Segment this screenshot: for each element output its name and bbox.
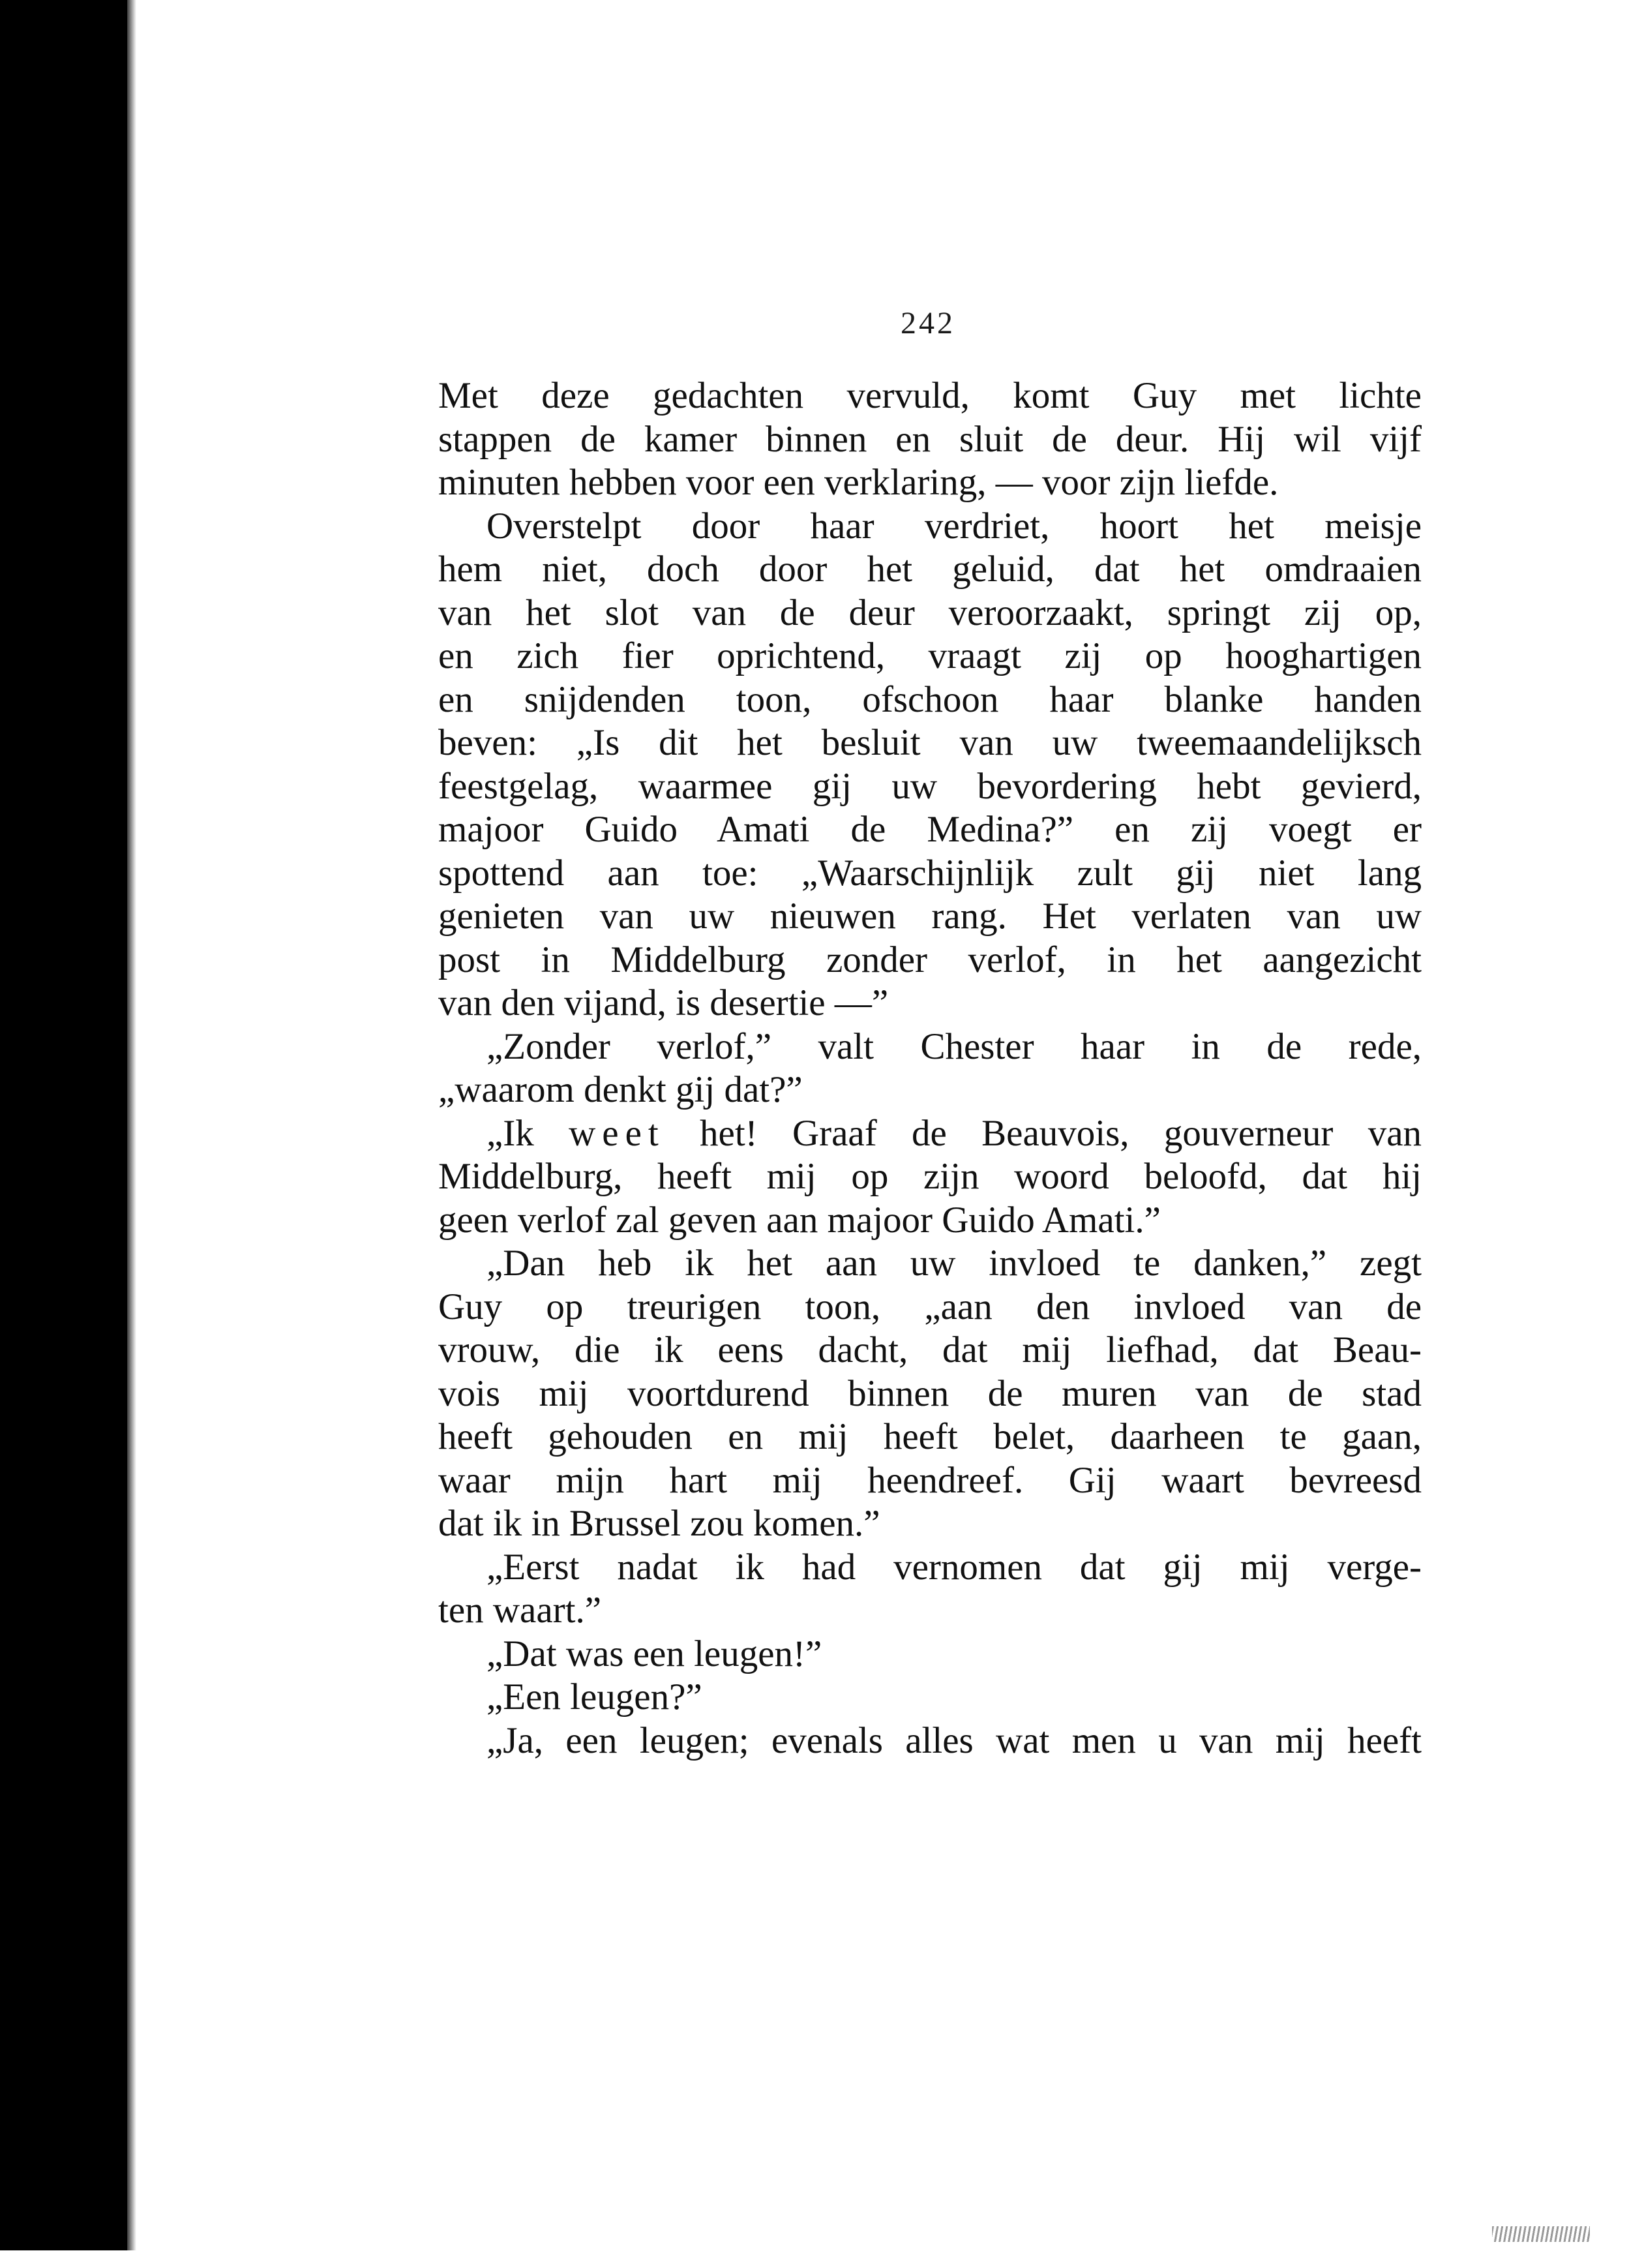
text-line: vois mij voortdurend binnen de muren van de stad bbox=[438, 1372, 1422, 1414]
text-line: „Dat was een leugen!” bbox=[486, 1633, 822, 1674]
body-text bbox=[438, 374, 1422, 1762]
text-line: post in Middelburg zonder verlof, in het aangezicht bbox=[438, 939, 1422, 980]
paragraph bbox=[438, 1025, 1422, 1112]
text-line: „Zonder verlof,” valt Chester haar in de rede, bbox=[486, 1025, 1422, 1067]
text-line: Met deze gedachten vervuld, komt Guy met lichte bbox=[438, 375, 1422, 416]
paragraph bbox=[438, 1676, 1422, 1719]
text-line: en snijdenden toon, ofschoon haar blanke handen bbox=[438, 678, 1422, 720]
text-line: spottend aan toe: „Waarschijnlijk zult gij niet lang bbox=[438, 852, 1422, 894]
text-line: van den vijand, is desertie —” bbox=[438, 982, 889, 1023]
text-line: van het slot van de deur veroorzaakt, springt zij op, bbox=[438, 592, 1422, 633]
paragraph bbox=[438, 1546, 1422, 1633]
paragraph bbox=[438, 1242, 1422, 1546]
text-line: „Ja, een leugen; evenals alles wat men u van mij heeft bbox=[486, 1719, 1422, 1761]
text-line: „Een leugen?” bbox=[486, 1676, 702, 1717]
text-line: „Dan heb ik het aan uw invloed te danken,” zegt bbox=[486, 1243, 1422, 1284]
scan-smudge bbox=[1492, 2226, 1590, 2242]
text-line: Middelburg, heeft mij op zijn woord beloofd, dat hij bbox=[438, 1156, 1422, 1197]
text-line: waar mijn hart mij heendreef. Gij waart bevreesd bbox=[438, 1459, 1422, 1501]
binding-edge-shadow bbox=[127, 0, 136, 2250]
text-line: Guy op treurigen toon, „aan den invloed van de bbox=[438, 1286, 1422, 1327]
text-line: majoor Guido Amati de Medina?” en zij voegt er bbox=[438, 809, 1422, 850]
emphasized-word: weet bbox=[569, 1112, 665, 1154]
text-line bbox=[438, 1112, 1422, 1156]
text-line: heeft gehouden en mij heeft belet, daarheen te gaan, bbox=[438, 1416, 1422, 1457]
text-line: beven: „Is dit het besluit van uw tweemaandelijksch bbox=[438, 722, 1422, 763]
text-fragment: het! Graaf de Beauvois, gouverneur van bbox=[665, 1112, 1422, 1154]
paragraph bbox=[438, 1719, 1422, 1763]
text-line: vrouw, die ik eens dacht, dat mij liefhad, dat Beau- bbox=[438, 1329, 1422, 1370]
text-line: hem niet, doch door het geluid, dat het omdraaien bbox=[438, 549, 1422, 590]
paragraph bbox=[438, 1633, 1422, 1676]
text-line: „waarom denkt gij dat?” bbox=[438, 1069, 803, 1110]
binding-edge bbox=[0, 0, 127, 2250]
text-line: feestgelag, waarmee gij uw bevordering hebt gevierd, bbox=[438, 765, 1422, 807]
text-line: genieten van uw nieuwen rang. Het verlaten van uw bbox=[438, 896, 1422, 937]
text-line: Overstelpt door haar verdriet, hoort het meisje bbox=[486, 505, 1422, 547]
paragraph bbox=[438, 1112, 1422, 1243]
page-number: 242 bbox=[901, 306, 955, 340]
text-line: stappen de kamer binnen en sluit de deur. Hij wil vijf bbox=[438, 418, 1422, 460]
text-line: „Eerst nadat ik had vernomen dat gij mij verge- bbox=[486, 1546, 1422, 1588]
text-line: ten waart.” bbox=[438, 1590, 602, 1631]
text-line: geen verlof zal geven aan majoor Guido Amati.” bbox=[438, 1199, 1161, 1241]
paragraph bbox=[438, 374, 1422, 505]
text-line: dat ik in Brussel zou komen.” bbox=[438, 1503, 880, 1544]
text-fragment: „Ik bbox=[486, 1112, 569, 1154]
text-line: minuten hebben voor een verklaring, — voor zijn liefde. bbox=[438, 462, 1279, 503]
paragraph bbox=[438, 505, 1422, 1025]
text-line: en zich fier oprichtend, vraagt zij op hooghartigen bbox=[438, 635, 1422, 676]
